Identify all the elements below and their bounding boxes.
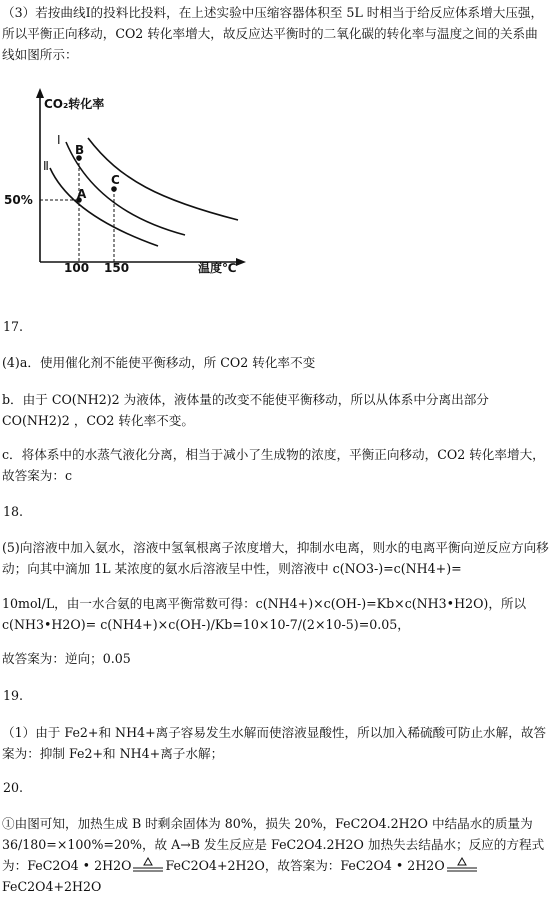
answer-20-a: ①由图可知，加热生成 B 时剩余固体为 80%，损失 20%，FeC2O4.2H2O 中结晶水的质量为 36/180=×100%=20%，故 A→B 发生反应是 FeC2O4.2H2O 加热失去结晶水；反应的方程式 (2, 816, 545, 852)
point-C (111, 186, 117, 192)
conversion-temperature-chart (0, 80, 270, 280)
answer-18-a: (5)向溶液中加入氨水，溶液中氢氧根离子浓度增大，抑制水电离，则水的电离平衡向逆反应方向移动；向其中滴加 1L 某浓度的氨水后溶液呈中性，则溶液中 c(NO3-)=c(NH4+)= (2, 540, 549, 576)
x-axis-label: 温度℃ (198, 261, 237, 275)
point-A-label: A (77, 187, 87, 201)
answer-17-c: c．将体系中的水蒸气液化分离，相当于减小了生成物的浓度，平衡正向移动，CO2 转化率增大，故答案为：c (2, 447, 545, 483)
answer-17-b: b．由于 CO(NH2)2 为液体，液体量的改变不能使平衡移动，所以从体系中分离出部分 CO(NH2)2 ，CO2 转化率不变。 (2, 392, 489, 428)
x-tick-label: 150 (104, 261, 130, 275)
answer-18-c: 故答案为：逆向；0.05 (2, 651, 131, 666)
question-number-20: 20. (3, 780, 24, 795)
heat-equals-sign (445, 857, 479, 873)
y-axis-label: CO₂转化率 (44, 97, 105, 111)
series-label-I: Ⅰ (57, 133, 61, 147)
point-C-label: C (111, 173, 120, 187)
answer-20-b (2, 855, 550, 897)
y-axis-arrow (36, 88, 44, 98)
equation-part-3: FeC2O4+2H2O (2, 879, 102, 894)
answer-18-b: 10mol/L，由一水合氨的电离平衡常数可得：c(NH4+)×c(OH-)=Kb×c(NH3•H2O)，所以 c(NH3•H2O)= c(NH4+)×c(OH-)/Kb=10×10-7/(2×10-5)=0.05， (2, 596, 527, 632)
y-tick-label: 50% (4, 193, 33, 207)
paragraph-intro: （3）若按曲线Ⅰ的投料比投料，在上述实验中压缩容器体积至 5L 时相当于给反应体系增大压强，所以平衡正向移动，CO2 转化率增大，故反应达平衡时的二氧化碳的转化率与温度之间的关系曲线如图所示： (2, 5, 544, 62)
answer-19-a: （1）由于 Fe2+和 NH4+离子容易发生水解而使溶液显酸性，所以加入稀硫酸可防止水解，故答案为：抑制 Fe2+和 NH4+离子水解； (2, 725, 547, 761)
x-axis-arrow (236, 258, 246, 266)
question-number-17: 17. (3, 319, 24, 334)
point-B-label: B (75, 143, 85, 157)
equation-part-2: FeC2O4+2H2O，故答案为：FeC2O4 • 2H2O (165, 858, 445, 873)
curve-II (50, 168, 158, 246)
heat-equals-sign (131, 857, 165, 873)
series-label-II: Ⅱ (43, 159, 49, 173)
answer-17-a: (4)a．使用催化剂不能使平衡移动，所 CO2 转化率不变 (2, 355, 316, 370)
question-number-18: 18. (3, 504, 24, 519)
question-number-19: 19. (3, 688, 24, 703)
x-tick-label: 100 (64, 261, 90, 275)
equation-part-1: 为：FeC2O4 • 2H2O (2, 858, 132, 873)
